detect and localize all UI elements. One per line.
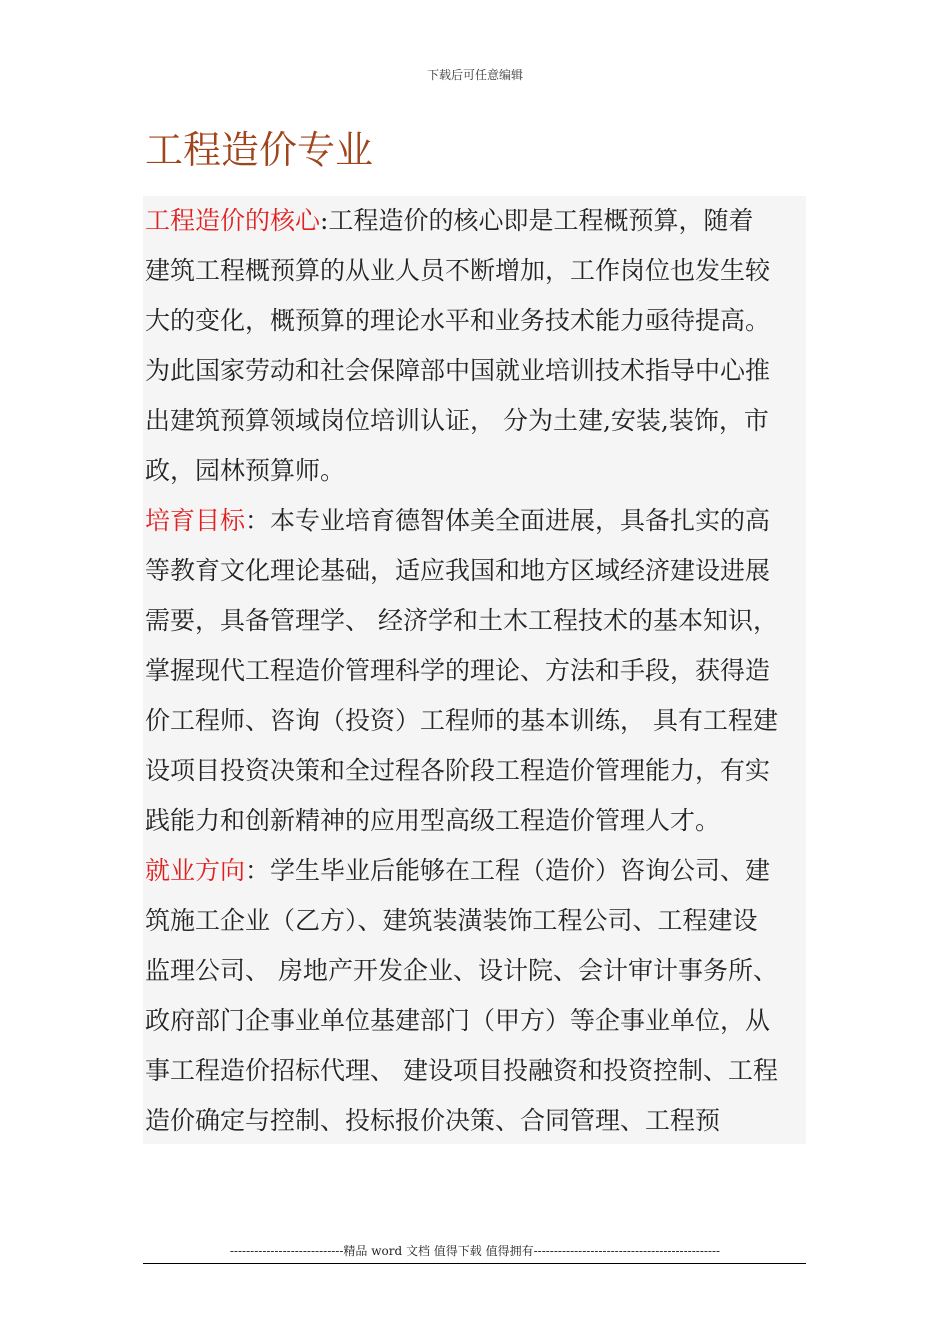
- paragraph-line: 设项目投资决策和全过程各阶段工程造价管理能力，有实: [145, 756, 771, 785]
- paragraph-core: [145, 196, 807, 496]
- section-label: 工程造价的核心: [145, 206, 321, 235]
- section-label: 培育目标: [145, 506, 246, 535]
- paragraph-line: 建筑工程概预算的从业人员不断增加，工作岗位也发生较: [145, 256, 771, 285]
- section-label: 就业方向: [145, 856, 246, 885]
- paragraph-line: 大的变化，概预算的理论水平和业务技术能力亟待提高。: [145, 306, 771, 335]
- paragraph-line: 造价确定与控制、投标报价决策、合同管理、工程预: [145, 1106, 721, 1135]
- footer-note: ----------------------------精品 word 文档 值得下载 值得拥有----------------------------------------------: [229, 1244, 721, 1258]
- paragraph-line: 需要，具备管理学、 经济学和土木工程技术的基本知识，: [145, 606, 778, 635]
- paragraph-line: [145, 496, 807, 546]
- paragraph-line: [145, 196, 807, 246]
- paragraph-line: 价工程师、咨询（投资）工程师的基本训练， 具有工程建: [145, 706, 778, 735]
- header-note: 下载后可任意编辑: [426, 68, 523, 82]
- paragraph-text: :工程造价的核心即是工程概预算，随着: [320, 206, 754, 235]
- paragraph-line: 政，园林预算师。: [145, 456, 346, 485]
- page-title: 工程造价专业: [145, 128, 374, 172]
- footer-divider: [143, 1263, 806, 1264]
- paragraph-goal: [145, 496, 807, 846]
- paragraph-line: [145, 846, 807, 896]
- paragraph-line: 政府部门企事业单位基建部门（甲方）等企事业单位，从: [145, 1006, 771, 1035]
- paragraph-text: ：学生毕业后能够在工程（造价）咨询公司、建: [245, 856, 771, 885]
- paragraph-line: 等教育文化理论基础，适应我国和地方区域经济建设进展: [145, 556, 771, 585]
- paragraph-line: 事工程造价招标代理、 建设项目投融资和投资控制、工程: [145, 1056, 778, 1085]
- paragraph-line: 为此国家劳动和社会保障部中国就业培训技术指导中心推: [145, 356, 771, 385]
- paragraph-career: [145, 846, 807, 1146]
- paragraph-line: 掌握现代工程造价管理科学的理论、方法和手段，获得造: [145, 656, 771, 685]
- paragraph-line: 出建筑预算领域岗位培训认证， 分为土建,安装,装饰，市: [145, 406, 769, 435]
- paragraph-text: ：本专业培育德智体美全面进展，具备扎实的高: [245, 506, 771, 535]
- paragraph-line: 筑施工企业（乙方）、建筑装潢装饰工程公司、工程建设: [145, 906, 758, 935]
- paragraph-line: 监理公司、 房地产开发企业、设计院、会计审计事务所、: [145, 956, 778, 985]
- paragraph-line: 践能力和创新精神的应用型高级工程造价管理人才。: [145, 806, 721, 835]
